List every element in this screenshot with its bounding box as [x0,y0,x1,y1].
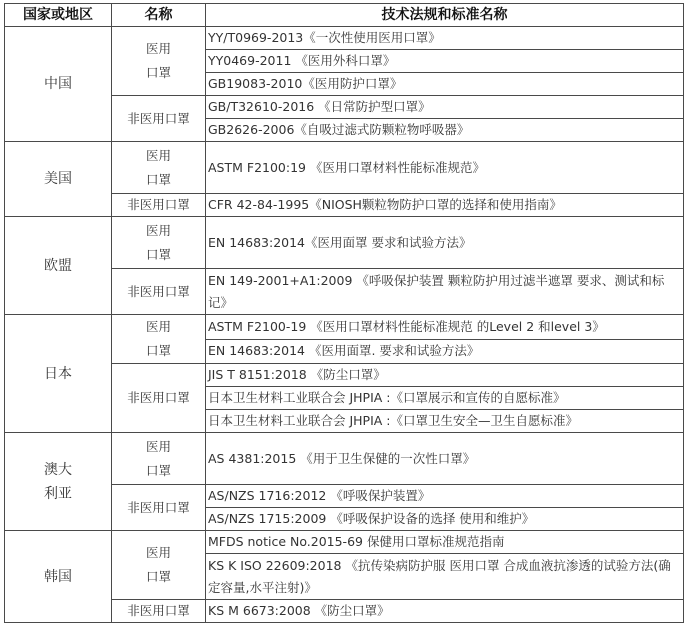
region-name: 中国 [44,76,72,92]
table-row [5,433,684,485]
standard-cell: GB2626-2006《自吸过滤式防颗粒物呼吸器》 [206,119,684,142]
category-non-medical: 非医用口罩 [112,600,206,623]
region-cell [5,217,112,315]
standard-cell: CFR 42-84-1995《NIOSH颗粒物防护口罩的选择和使用指南》 [206,194,684,217]
standard-cell: ASTM F2100-19 《医用口罩材料性能标准规范 的Level 2 和level 3》 [206,315,684,340]
standard-cell: GB/T32610-2016 《日常防护型口罩》 [206,96,684,119]
table-row [5,27,684,50]
category-medical: 医用口罩 [145,438,171,478]
region-name: 日本 [44,365,72,382]
category-cell [112,27,206,96]
standard-cell: 日本卫生材料工业联合会 JHPIA :《口罩展示和宣传的自愿标准》 [206,387,684,410]
category-cell [112,531,206,600]
standard-cell: GB19083-2010《医用防护口罩》 [206,73,684,96]
standard-cell: AS/NZS 1715:2009 《呼吸保护设备的选择 使用和维护》 [206,508,684,531]
category-cell [112,142,206,194]
table-row [5,217,684,269]
region-cell [5,531,112,623]
standard-cell: EN 14683:2014《医用面罩 要求和试验方法》 [206,217,684,269]
header-standard: 技术法规和标准名称 [206,4,684,27]
category-medical: 医用口罩 [145,545,171,584]
standard-cell: KS M 6673:2008 《防尘口罩》 [206,600,684,623]
category-cell [112,217,206,269]
table-row [5,142,684,194]
region-name: 欧盟 [44,257,72,274]
category-medical: 医用口罩 [145,41,171,80]
standard-cell: AS/NZS 1716:2012 《呼吸保护装置》 [206,485,684,508]
region-cell [5,142,112,217]
category-non-medical: 非医用口罩 [112,364,206,433]
standard-cell: KS K ISO 22609:2018 《抗传染病防护服 医用口罩 合成血液抗渗透的试验方法(确定容量,水平注射)》 [206,554,684,600]
standard-cell: YY0469-2011 《医用外科口罩》 [206,50,684,73]
region-cell [5,27,112,142]
category-non-medical: 非医用口罩 [112,96,206,142]
category-non-medical: 非医用口罩 [112,269,206,315]
region-cell [5,315,112,433]
table-row [5,531,684,554]
table-row [5,315,684,340]
category-non-medical: 非医用口罩 [112,485,206,531]
standard-cell: EN 14683:2014 《医用面罩. 要求和试验方法》 [206,339,684,364]
category-medical: 医用口罩 [145,147,171,187]
standard-cell: YY/T0969-2013《一次性使用医用口罩》 [206,27,684,50]
region-name: 美国 [44,171,72,187]
standard-cell: AS 4381:2015 《用于卫生保健的一次性口罩》 [206,433,684,485]
header-name: 名称 [112,4,206,27]
standard-cell: EN 149-2001+A1:2009 《呼吸保护装置 颗粒防护用过滤半遮罩 要求、测试和标记》 [206,269,684,315]
standard-cell: JIS T 8151:2018 《防尘口罩》 [206,364,684,387]
category-medical: 医用口罩 [145,222,171,262]
region-name: 韩国 [44,568,72,585]
category-medical: 医用口罩 [145,319,171,358]
category-non-medical: 非医用口罩 [112,194,206,217]
category-cell [112,315,206,364]
category-cell [112,433,206,485]
standards-table [4,3,684,623]
region-name: 澳大利亚 [44,461,72,502]
standard-cell: 日本卫生材料工业联合会 JHPIA :《口罩卫生安全—卫生自愿标准》 [206,410,684,433]
standard-cell: ASTM F2100:19 《医用口罩材料性能标准规范》 [206,142,684,194]
header-region: 国家或地区 [5,4,112,27]
standard-cell: MFDS notice No.2015-69 保健用口罩标准规范指南 [206,531,684,554]
region-cell [5,433,112,531]
header-row [5,4,684,27]
